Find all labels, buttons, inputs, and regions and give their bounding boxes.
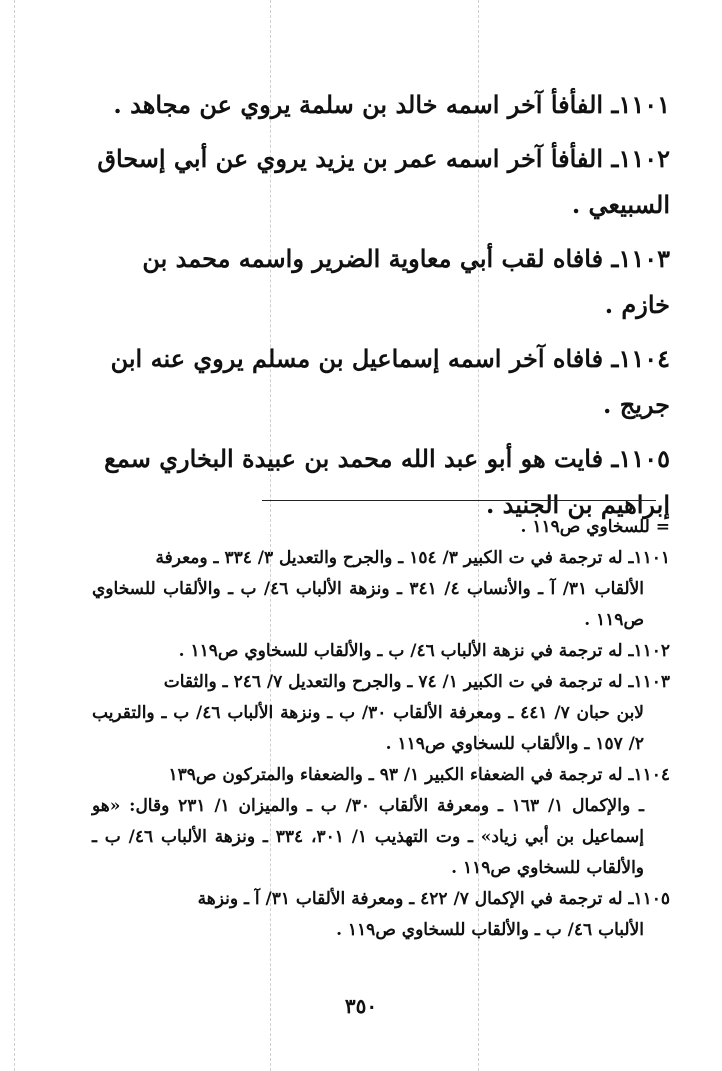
footnote-lead: = للسخاوي ص١١٩ . (520, 517, 670, 537)
footnote-body: ـ والإكمال ١/ ١٦٣ ـ ومعرفة الألقاب ٣٠/ ب ـ والميزان ١/ ٢٣١ وقال: «هو إسماعيل بن أبي زياد» ـ وت التهذيب ١/ ٣٠١، ٣٣٤ ـ ونزهة الألباب ٤٦/ ب ـ والألقاب للسخاوي ص١١٩ . (92, 796, 645, 878)
footnote-lead: ١١٠١ـ له ترجمة في ت الكبير ٣/ ١٥٤ ـ والجرح والتعديل ٣/ ٣٣٤ ـ ومعرفة (155, 548, 670, 568)
footnote-1104 (92, 760, 670, 884)
main-text (92, 82, 670, 536)
footnote-lead: ١١٠٢ـ له ترجمة في نزهة الألباب ٤٦/ ب ـ والألقاب للسخاوي ص١١٩ . (178, 641, 670, 661)
footnote-1103 (92, 667, 670, 760)
footnote-continuation (92, 512, 670, 543)
entry-1104: ١١٠٤ـ فافاه آخر اسمه إسماعيل بن مسلم يروي عنه ابن جريج . (110, 344, 670, 419)
entry-1102: ١١٠٢ـ الفأفأ آخر اسمه عمر بن يزيد يروي عن أبي إسحاق السبيعي . (97, 144, 670, 219)
footnote-1102 (92, 636, 670, 667)
footnotes (92, 512, 670, 946)
footnote-body: الألباب ٤٦/ ب ـ والألقاب للسخاوي ص١١٩ . (336, 920, 644, 940)
entry-1105: ١١٠٥ـ فايت هو أبو عبد الله محمد بن عبيدة البخاري سمع إبراهيم بن الجنيد . (104, 444, 670, 519)
entry-1101: ١١٠١ـ الفأفأ آخر اسمه خالد بن سلمة يروي عن مجاهد . (113, 90, 670, 119)
footnote-body: الألقاب ٣١/ آ ـ والأنساب ٤/ ٣٤١ ـ ونزهة الألباب ٤٦/ ب ـ والألقاب للسخاوي ص١١٩ . (92, 579, 644, 630)
entry-1103: ١١٠٣ـ فافاه لقب أبي معاوية الضرير واسمه محمد بن خازم . (142, 244, 670, 319)
page-number: ٣٥٠ (344, 994, 378, 1018)
footnote-body: لابن حبان ٧/ ٤٤١ ـ ومعرفة الألقاب ٣٠/ ب ـ ونزهة الألباب ٤٦/ ب ـ والتقريب ٢/ ١٥٧ ـ والألقاب للسخاوي ص١١٩ . (92, 703, 644, 754)
footnote-lead: ١١٠٥ـ له ترجمة في الإكمال ٧/ ٤٢٢ ـ ومعرفة الألقاب ٣١/ آ ـ ونزهة (197, 889, 670, 909)
footnote-divider (262, 500, 656, 501)
scan-margin-line (14, 0, 15, 1071)
footnote-1105 (92, 884, 670, 946)
footnote-lead: ١١٠٤ـ له ترجمة في الضعفاء الكبير ١/ ٩٣ ـ والضعفاء والمتركون ص١٣٩ (168, 765, 670, 785)
footnote-lead: ١١٠٣ـ له ترجمة في ت الكبير ١/ ٧٤ ـ والجرح والتعديل ٧/ ٢٤٦ ـ والثقات (163, 672, 670, 692)
footnote-1101 (92, 543, 670, 636)
